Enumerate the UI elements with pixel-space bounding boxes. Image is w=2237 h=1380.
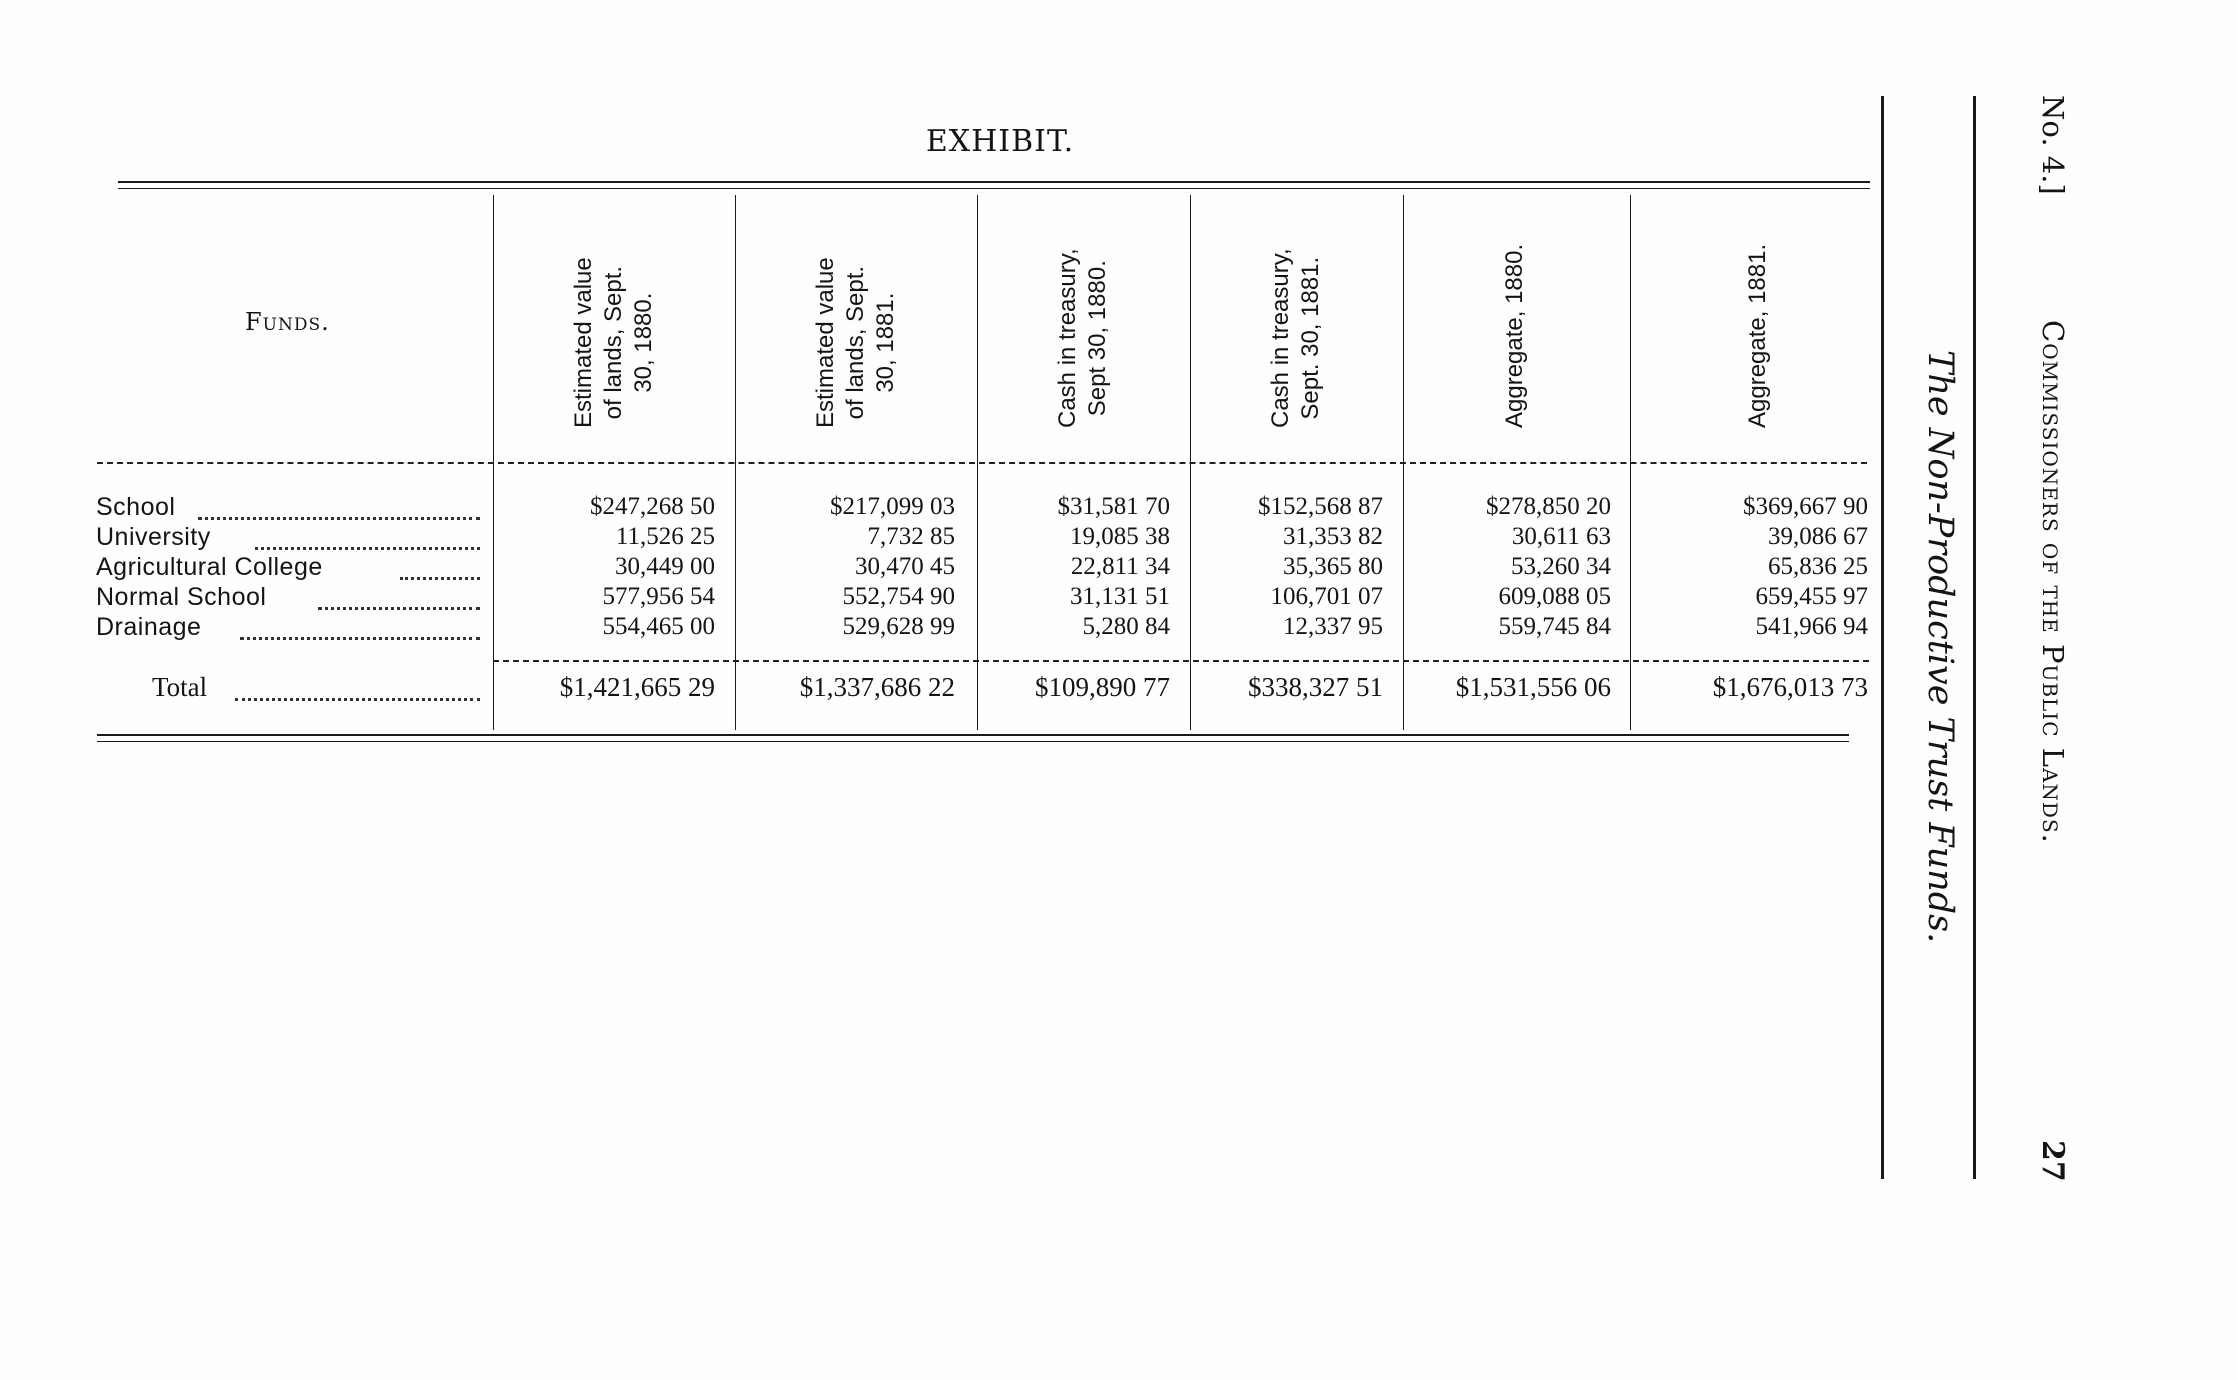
cell: 106,701 07 bbox=[1270, 583, 1383, 610]
cell: 559,745 84 bbox=[1498, 613, 1611, 640]
total-cell: $1,421,665 29 bbox=[559, 672, 715, 702]
cell: 552,754 90 bbox=[842, 583, 955, 610]
leader-dots bbox=[400, 577, 480, 580]
cell: 11,526 25 bbox=[615, 523, 715, 550]
cell: 53,260 34 bbox=[1511, 553, 1611, 580]
total-cell: $1,531,556 06 bbox=[1455, 672, 1611, 702]
top-rule-inner bbox=[118, 188, 1870, 189]
row-label-school: School bbox=[96, 493, 176, 521]
leader-dots bbox=[255, 547, 480, 550]
row-label-normal-school: Normal School bbox=[96, 583, 267, 611]
cell: 30,470 45 bbox=[855, 553, 955, 580]
cell: 609,088 05 bbox=[1498, 583, 1611, 610]
total-cell: $1,337,686 22 bbox=[799, 672, 955, 702]
column-header-aggregate-1880: Aggregate, 1880. bbox=[1501, 243, 1528, 428]
running-head-number: No. 4.] bbox=[2036, 95, 2070, 195]
column-header-cash-1880: Cash in treasury, Sept 30, 1880. bbox=[1054, 248, 1111, 428]
running-head-title: Commissioners of the Public Lands. bbox=[2036, 320, 2070, 844]
page-number: 27 bbox=[2035, 1140, 2070, 1182]
cell: 65,836 25 bbox=[1768, 553, 1868, 580]
cell: 39,086 67 bbox=[1768, 523, 1868, 550]
margin-rule bbox=[1881, 96, 1884, 1179]
cell: $31,581 70 bbox=[1057, 493, 1170, 520]
cell: 577,956 54 bbox=[602, 583, 715, 610]
column-header-cash-1881: Cash in treasury, Sept. 30, 1881. bbox=[1267, 248, 1324, 428]
cell: 554,465 00 bbox=[602, 613, 715, 640]
cell: 31,131 51 bbox=[1070, 583, 1170, 610]
cell: 541,966 94 bbox=[1755, 613, 1868, 640]
cell: $217,099 03 bbox=[830, 493, 955, 520]
column-header-land-1881: Estimated value of lands, Sept. 30, 1881. bbox=[812, 257, 899, 428]
cell: 22,811 34 bbox=[1070, 553, 1170, 580]
bottom-rule-inner bbox=[97, 741, 1849, 742]
leader-dots bbox=[318, 607, 480, 610]
cell: 7,732 85 bbox=[867, 523, 955, 550]
section-subtitle: The Non-Productive Trust Funds. bbox=[1920, 350, 1960, 944]
column-header-aggregate-1881: Aggregate, 1881. bbox=[1744, 243, 1771, 428]
margin-rule bbox=[1973, 96, 1976, 1179]
total-cell: $1,676,013 73 bbox=[1712, 672, 1868, 702]
cell: $278,850 20 bbox=[1486, 493, 1611, 520]
total-cell: $109,890 77 bbox=[1035, 672, 1170, 702]
cell: 31,353 82 bbox=[1283, 523, 1383, 550]
cell: 659,455 97 bbox=[1755, 583, 1868, 610]
cell: 529,628 99 bbox=[842, 613, 955, 640]
total-label: Total bbox=[152, 672, 208, 702]
leader-dots bbox=[240, 637, 480, 640]
cell: 12,337 95 bbox=[1283, 613, 1383, 640]
column-header-land-1880: Estimated value of lands, Sept. 30, 1880. bbox=[570, 257, 657, 428]
row-label-agricultural-college: Agricultural College bbox=[96, 553, 323, 581]
funds-header: Funds. bbox=[245, 308, 330, 336]
subtotal-rule bbox=[493, 660, 1869, 662]
leader-dots bbox=[198, 517, 480, 520]
cell: 35,365 80 bbox=[1283, 553, 1383, 580]
cell: $247,268 50 bbox=[590, 493, 715, 520]
cell: 19,085 38 bbox=[1070, 523, 1170, 550]
cell: 5,280 84 bbox=[1082, 613, 1170, 640]
cell: 30,449 00 bbox=[615, 553, 715, 580]
cell: $369,667 90 bbox=[1743, 493, 1868, 520]
leader-dots bbox=[235, 698, 480, 701]
row-label-drainage: Drainage bbox=[96, 613, 202, 641]
exhibit-title: EXHIBIT. bbox=[925, 124, 1075, 159]
row-label-university: University bbox=[96, 523, 211, 551]
total-cell: $338,327 51 bbox=[1248, 672, 1383, 702]
cell: 30,611 63 bbox=[1511, 523, 1611, 550]
top-rule bbox=[118, 181, 1870, 183]
cell: $152,568 87 bbox=[1258, 493, 1383, 520]
header-rule bbox=[97, 462, 1867, 464]
bottom-rule bbox=[97, 734, 1849, 736]
